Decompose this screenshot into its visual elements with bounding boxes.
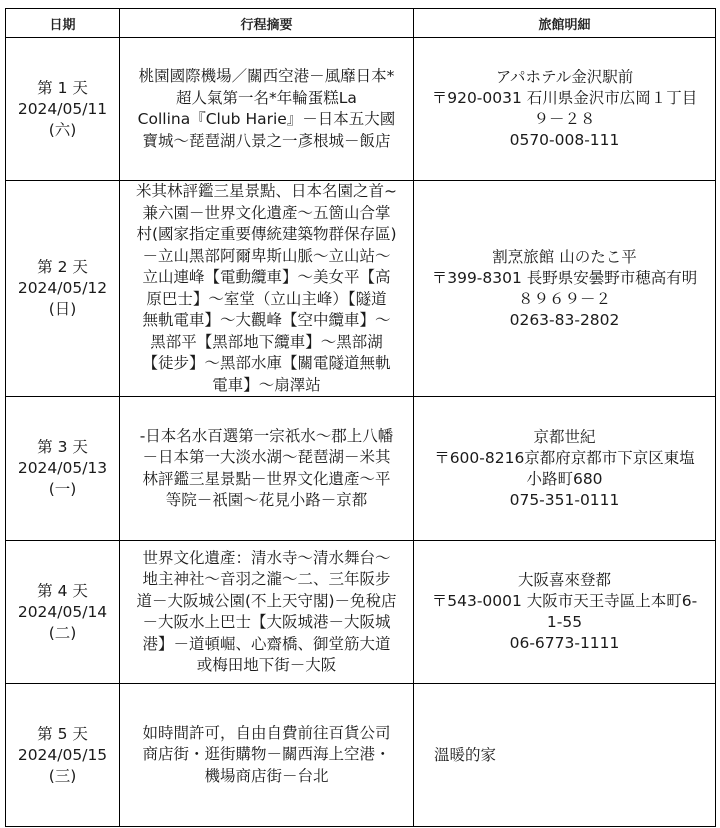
header-date: 日期	[6, 9, 120, 38]
hotel-details-cell	[414, 541, 716, 684]
route-summary-cell	[120, 397, 414, 541]
route-line: 道－大阪城公園(不上天守閣)－免稅店	[136, 591, 397, 610]
hotel-name: 溫暖的家	[434, 745, 497, 764]
day-date-cell	[6, 397, 120, 541]
route-line: 村(國家指定重要傳統建築物群保存區)	[136, 225, 397, 243]
day-weekday: (日)	[48, 300, 77, 318]
route-line: 立山連峰【電動纜車】～美女平【高	[142, 268, 391, 286]
hotel-details-cell	[414, 38, 716, 181]
day-number: 第 2 天	[37, 258, 88, 276]
day-date: 2024/05/12	[17, 279, 108, 297]
route-summary-cell	[120, 684, 414, 827]
route-line: 等院－祇園～花見小路－京都	[165, 491, 368, 509]
hotel-name: 京都世紀	[533, 427, 596, 446]
day-number: 第 4 天	[37, 581, 88, 600]
day-date: 2024/05/15	[17, 745, 108, 764]
header-hotel: 旅館明細	[414, 9, 716, 38]
hotel-details-cell	[414, 397, 716, 541]
day-row	[6, 397, 716, 541]
day-number: 第 1 天	[37, 78, 88, 97]
hotel-phone: 0570-008-111	[509, 131, 620, 149]
hotel-name: 大阪喜來登都	[517, 571, 611, 589]
hotel-address: ８９６９－２	[517, 289, 611, 308]
day-row	[6, 541, 716, 684]
route-line: Collina『Club Harie』－日本五大國	[137, 110, 396, 128]
route-line: －日本第一大淡水湖～琵琶湖－米其	[142, 448, 391, 466]
hotel-address: 〒399-8301 長野県安曇野市穂高有明	[431, 268, 698, 287]
day-weekday: (一)	[48, 480, 77, 498]
day-date: 2024/05/11	[17, 99, 108, 118]
route-line: －立山黑部阿爾卑斯山脈～立山站～	[142, 246, 391, 265]
route-line: 商店街・逛街購物－關西海上空港・	[142, 745, 391, 764]
day-date-cell	[6, 181, 120, 397]
header-row	[6, 9, 716, 38]
hotel-details-cell	[414, 181, 716, 397]
route-line: 如時間許可，自由自費前往百貨公司	[142, 723, 391, 742]
hotel-phone: 075-351-0111	[509, 490, 620, 509]
route-line: 兼六園－世界文化遺產～五箇山合掌	[142, 203, 391, 222]
hotel-address: 〒543-0001 大阪市天王寺區上本町6-	[431, 592, 698, 610]
day-number: 第 3 天	[37, 438, 88, 456]
day-date-cell	[6, 38, 120, 181]
hotel-name: アパホテル金沢駅前	[495, 68, 634, 86]
header-route: 行程摘要	[120, 9, 414, 38]
route-line: 機場商店街－台北	[204, 766, 329, 785]
day-weekday: (二)	[48, 623, 77, 642]
route-line: 港】－道頓崛、心齋橋、御堂筋大道	[142, 634, 391, 653]
route-line: 地主神社～音羽之瀧～二、三年阪步	[142, 570, 391, 588]
route-line: 或梅田地下街－大阪	[196, 656, 337, 674]
hotel-address: 小路町680	[526, 469, 603, 488]
itinerary-table	[5, 8, 716, 827]
hotel-address: ９－２８	[533, 110, 596, 128]
route-line: 桃園國際機場／關西空港－風靡日本*	[138, 67, 395, 85]
day-number: 第 5 天	[37, 724, 88, 743]
day-row	[6, 684, 716, 827]
hotel-name: 割烹旅館 山のたこ平	[492, 247, 637, 266]
hotel-details-cell	[414, 684, 716, 827]
route-line: 電車】～扇澤站	[212, 375, 321, 394]
route-line: 超人氣第一名*年輪蛋糕La	[176, 88, 357, 107]
route-line: -日本名水百選第一宗祇水～郡上八幡	[139, 426, 394, 445]
day-date: 2024/05/14	[17, 602, 108, 621]
route-summary-cell	[120, 38, 414, 181]
hotel-address: 〒600-8216京都府京都市下京区東塩	[434, 448, 695, 467]
hotel-phone: 06-6773-1111	[509, 634, 620, 652]
route-line: 寶城～琵琶湖八景之一彥根城－飯店	[142, 131, 391, 150]
day-weekday: (六)	[48, 120, 77, 139]
day-weekday: (三)	[48, 766, 77, 785]
day-date-cell	[6, 684, 120, 827]
route-summary-cell	[120, 541, 414, 684]
day-date: 2024/05/13	[17, 459, 108, 477]
route-line: 林評鑑三星景點－世界文化遺產～平	[142, 469, 391, 488]
route-line: 黑部平【黑部地下纜車】～黑部湖	[150, 332, 383, 351]
route-line: 米其林評鑑三星景點、日本名園之首~	[136, 182, 397, 200]
day-row	[6, 38, 716, 181]
route-line: 原巴士】～室堂（立山主峰）【隧道	[146, 289, 387, 308]
route-summary-cell	[120, 181, 414, 397]
hotel-address: 1-55	[546, 613, 583, 631]
route-line: 世界文化遺產：清水寺～清水舞台～	[142, 548, 391, 567]
day-row	[6, 181, 716, 397]
route-line: 【徒步】～黑部水庫【關電隧道無軌	[142, 354, 391, 372]
day-date-cell	[6, 541, 120, 684]
route-line: 無軌電車】～大觀峰【空中纜車】～	[142, 311, 391, 329]
hotel-phone: 0263-83-2802	[509, 310, 620, 329]
route-line: －大阪水上巴士【大阪城港－大阪城	[142, 613, 391, 631]
hotel-address: 〒920-0031 石川県金沢市広岡１丁目	[431, 89, 698, 107]
